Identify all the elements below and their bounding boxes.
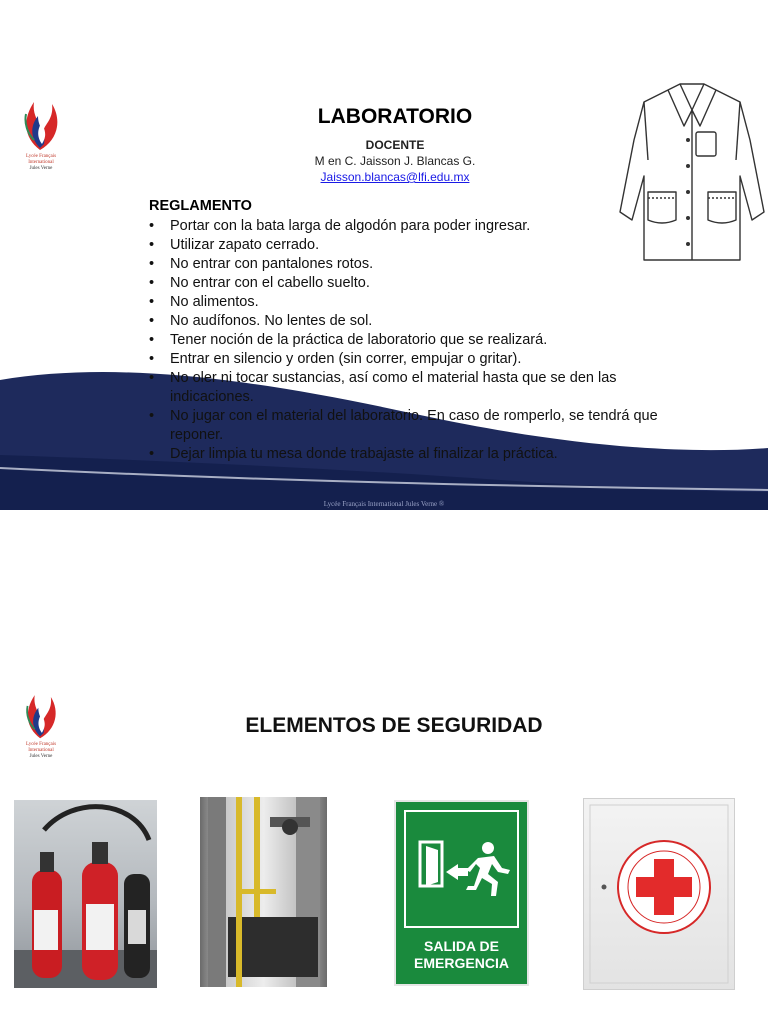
emergency-exit-sign [394,800,529,986]
rule-item: • Portar con la bata larga de algodón para poder ingresar. [149,217,689,236]
rule-item: • No oler ni tocar sustancias, así como el material hasta que se den las indicaciones. [149,369,689,407]
exit-sign-label [404,938,519,972]
rule-item: • No alimentos. [149,293,689,312]
reglamento-heading: REGLAMENTO [149,198,252,214]
exit-sign-line-1: SALIDA DE [424,938,499,954]
gas-pipes-photo [200,797,327,987]
logo-line-2: International [28,160,54,165]
rule-item: • No audífonos. No lentes de sol. [149,312,689,331]
first-aid-cabinet-photo [583,798,735,990]
slide-elementos-seguridad [0,670,768,1024]
fire-extinguisher-photo [14,800,157,988]
flame-logo-icon [18,688,64,740]
rule-item: • No jugar con el material del laboratorio. En caso de romperlo, se tendrá que reponer. [149,407,689,445]
first-aid-cross-icon [584,799,734,989]
school-logo [18,688,64,770]
exit-sign-panel [404,810,519,928]
rules-list [149,217,689,464]
slide-title: ELEMENTOS DE SEGURIDAD [245,714,543,737]
rule-item: • Tener noción de la práctica de laboratorio que se realizará. [149,331,689,350]
rule-item: • Entrar en silencio y orden (sin correr, empujar o gritar). [149,350,689,369]
teacher-email-link[interactable]: Jaisson.blancas@lfi.edu.mx [320,170,470,184]
exit-sign-line-2: EMERGENCIA [414,955,509,971]
rule-item: • Utilizar zapato cerrado. [149,236,689,255]
teacher-name: M en C. Jaisson J. Blancas G. [314,154,476,168]
rule-item: • Dejar limpia tu mesa donde trabajaste al finalizar la práctica. [149,445,689,464]
docente-label: DOCENTE [365,138,425,152]
logo-line-1: Lycée Français [25,154,57,159]
running-man-exit-icon [406,812,517,926]
fire-extinguisher-icon [14,800,157,988]
logo-line-1: Lycée Français [25,742,57,747]
logo-line-2: International [28,748,54,753]
school-logo [18,94,64,176]
rule-item: • No entrar con el cabello suelto. [149,274,689,293]
slide-footer: Lycée Français International Jules Verne ® [323,500,445,508]
slide-laboratorio [0,60,768,510]
rule-item: • No entrar con pantalones rotos. [149,255,689,274]
flame-logo-icon [18,94,64,152]
logo-line-3: Jules Verne [29,754,53,759]
logo-line-3: Jules Verne [29,166,53,171]
slide-title: LABORATORIO [317,105,473,128]
gas-pipe-icon [200,797,327,987]
